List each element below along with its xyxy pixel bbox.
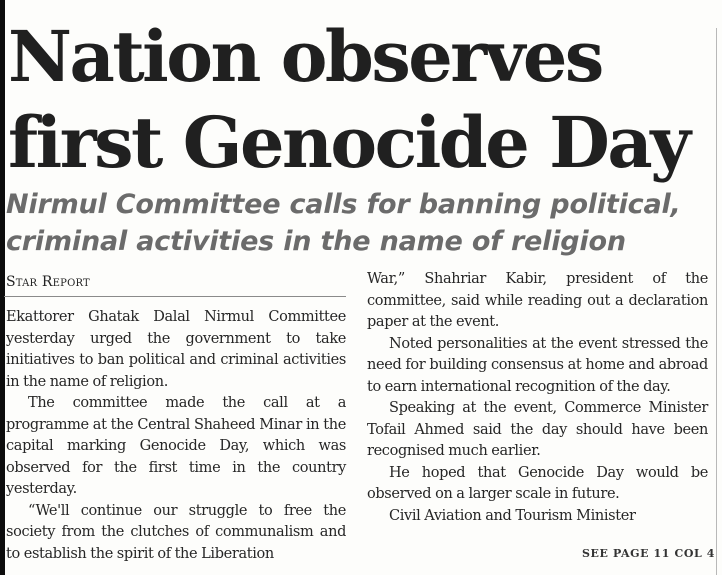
- headline: Nation observes first Genocide Day: [8, 15, 689, 184]
- left-edge-rule: [0, 0, 5, 575]
- paragraph: The committee made the call at a programme at the Central Shaheed Minar in the capital marking Genocide Day, which was observed for the first time in the country yesterday.: [6, 395, 346, 497]
- article-column-1: [6, 307, 346, 565]
- byline-rule: [4, 296, 346, 297]
- column-divider-rule: [716, 28, 717, 575]
- paragraph: “We'll continue our struggle to free the society from the clutches of communalism and to establish the spirit of the Liberation: [6, 502, 346, 562]
- article-column-2: [367, 269, 708, 527]
- paragraph: Noted personalities at the event stressed the need for building consensus at home and abroad to earn international recognition of the day.: [367, 335, 708, 395]
- paragraph: War,” Shahriar Kabir, president of the committee, said while reading out a declaration paper at the event.: [367, 271, 708, 330]
- byline: Star Report: [6, 274, 90, 290]
- paragraph: Ekattorer Ghatak Dalal Nirmul Committee yesterday urged the government to take initiatives to ban political and criminal activities in the name of religion.: [6, 309, 346, 390]
- paragraph: Civil Aviation and Tourism Minister: [389, 507, 636, 524]
- paragraph: Speaking at the event, Commerce Minister Tofail Ahmed said the day should have been recognised much earlier.: [367, 400, 708, 459]
- subheadline: Nirmul Committee calls for banning political, criminal activities in the name of religion: [6, 189, 681, 257]
- paragraph: He hoped that Genocide Day would be observed on a larger scale in future.: [367, 464, 708, 502]
- continuation-note: SEE PAGE 11 COL 4: [582, 547, 716, 560]
